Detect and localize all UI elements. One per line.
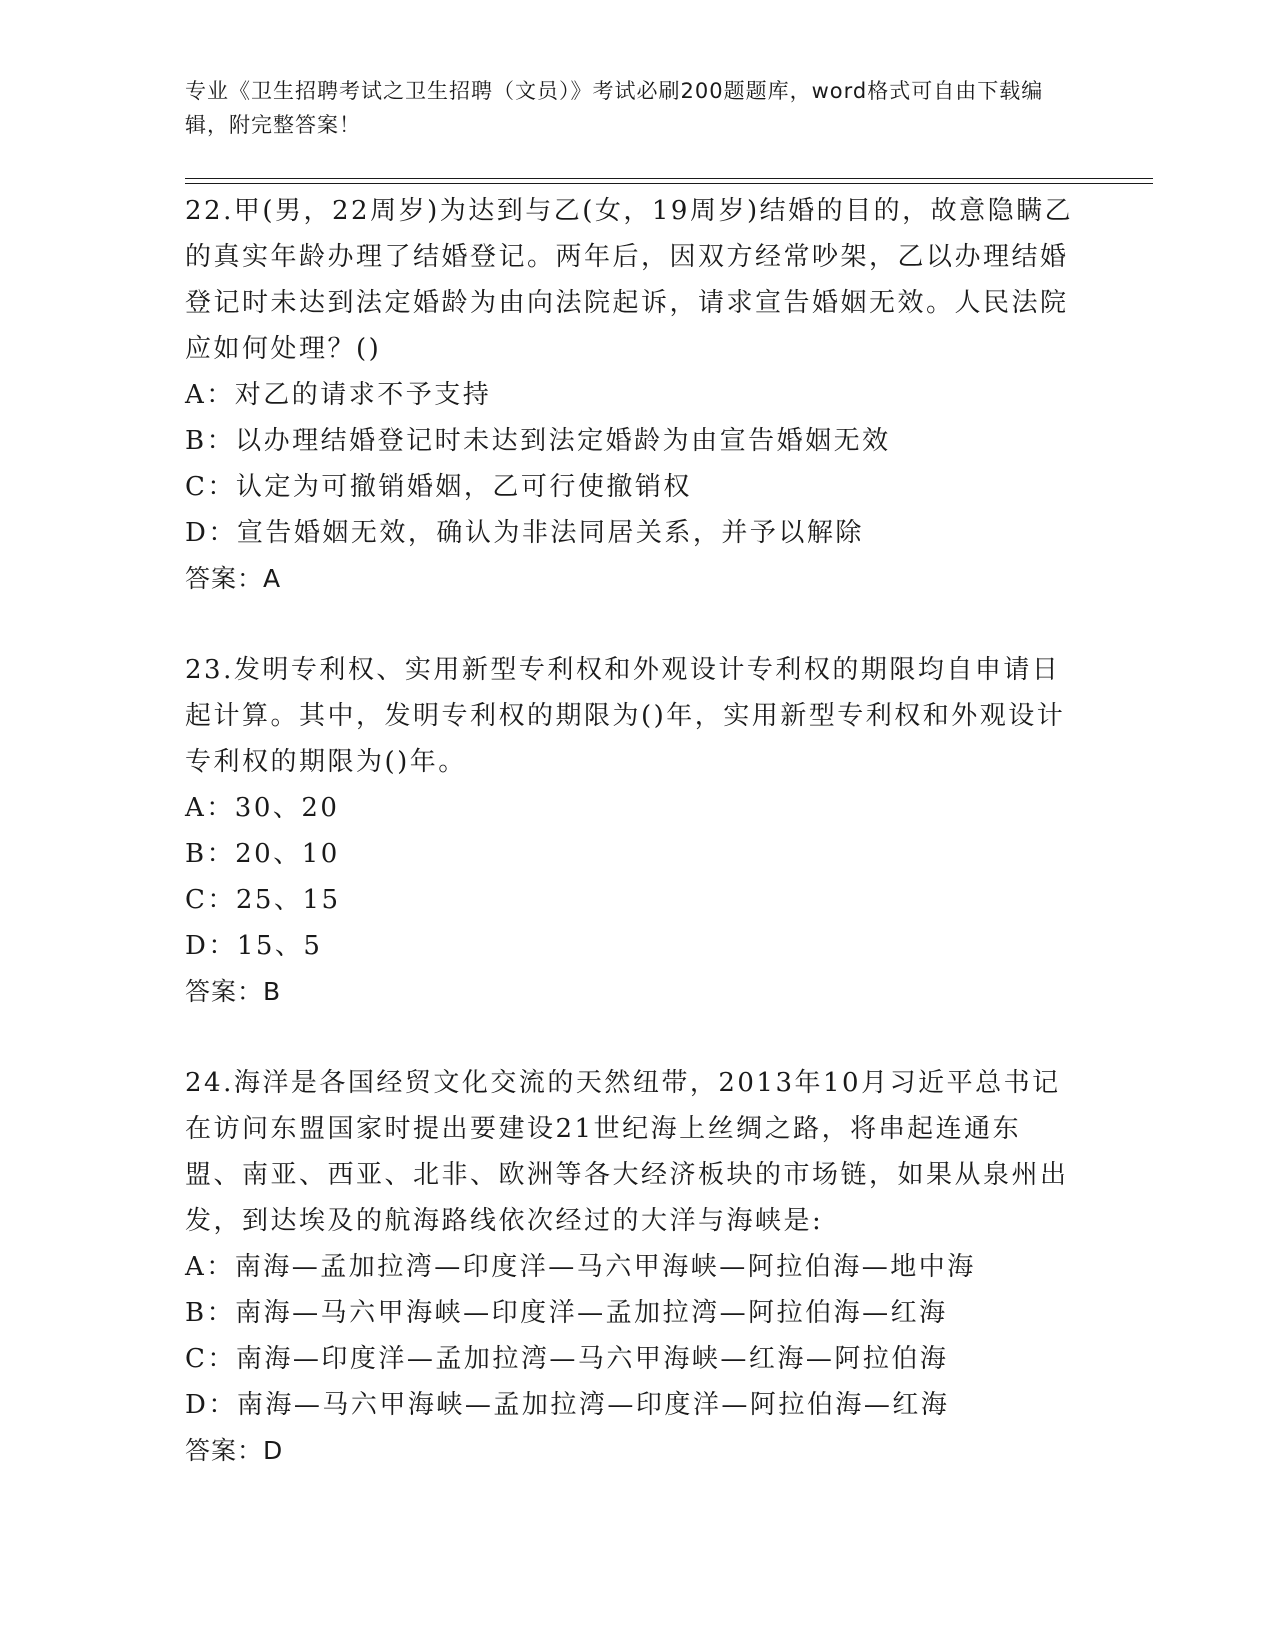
question-list bbox=[185, 188, 1075, 1519]
option-d: D：宣告婚姻无效，确认为非法同居关系，并予以解除 bbox=[185, 518, 864, 548]
option-c: C：认定为可撤销婚姻，乙可行使撤销权 bbox=[185, 472, 692, 502]
answer-label: 答案：B bbox=[185, 977, 282, 1006]
option-d: D：15、5 bbox=[185, 931, 323, 961]
option-d: D：南海—马六甲海峡—孟加拉湾—印度洋—阿拉伯海—红海 bbox=[185, 1390, 950, 1420]
header-divider bbox=[185, 178, 1153, 186]
question-23 bbox=[185, 647, 1075, 1015]
header-divider-line-top bbox=[185, 178, 1153, 179]
question-stem: 24.海洋是各国经贸文化交流的天然纽带，2013年10月习近平总书记在访问东盟国家时提出要建设21世纪海上丝绸之路，将串起连通东盟、南亚、西亚、北非、欧洲等各大经济板块的市场链，如果从泉州出发，到达埃及的航海路线依次经过的大洋与海峡是: bbox=[185, 1068, 1069, 1236]
option-b: B：南海—马六甲海峡—印度洋—孟加拉湾—阿拉伯海—红海 bbox=[185, 1298, 948, 1328]
question-24 bbox=[185, 1060, 1075, 1474]
option-c: C：南海—印度洋—孟加拉湾—马六甲海峡—红海—阿拉伯海 bbox=[185, 1344, 949, 1374]
page-header: 专业《卫生招聘考试之卫生招聘（文员）》考试必刷200题题库，word格式可自由下载编辑，附完整答案！ bbox=[185, 79, 1044, 137]
option-a: A：30、20 bbox=[185, 793, 340, 823]
answer-label: 答案：A bbox=[185, 564, 282, 593]
option-b: B：以办理结婚登记时未达到法定婚龄为由宣告婚姻无效 bbox=[185, 426, 891, 456]
option-c: C：25、15 bbox=[185, 885, 341, 915]
question-22 bbox=[185, 188, 1075, 602]
question-stem: 22.甲(男，22周岁)为达到与乙(女，19周岁)结婚的目的，故意隐瞒乙的真实年龄办理了结婚登记。两年后，因双方经常吵架，乙以办理结婚登记时未达到法定婚龄为由向法院起诉，请求宣告婚姻无效。人民法院应如何处理？() bbox=[185, 196, 1074, 364]
question-stem: 23.发明专利权、实用新型专利权和外观设计专利权的期限均自申请日起计算。其中，发明专利权的期限为()年，实用新型专利权和外观设计专利权的期限为()年。 bbox=[185, 655, 1066, 777]
option-b: B：20、10 bbox=[185, 839, 340, 869]
header-divider-line-bottom bbox=[185, 183, 1153, 184]
option-a: A：对乙的请求不予支持 bbox=[185, 380, 492, 410]
option-a: A：南海—孟加拉湾—印度洋—马六甲海峡—阿拉伯海—地中海 bbox=[185, 1252, 976, 1282]
answer-label: 答案：D bbox=[185, 1436, 284, 1465]
